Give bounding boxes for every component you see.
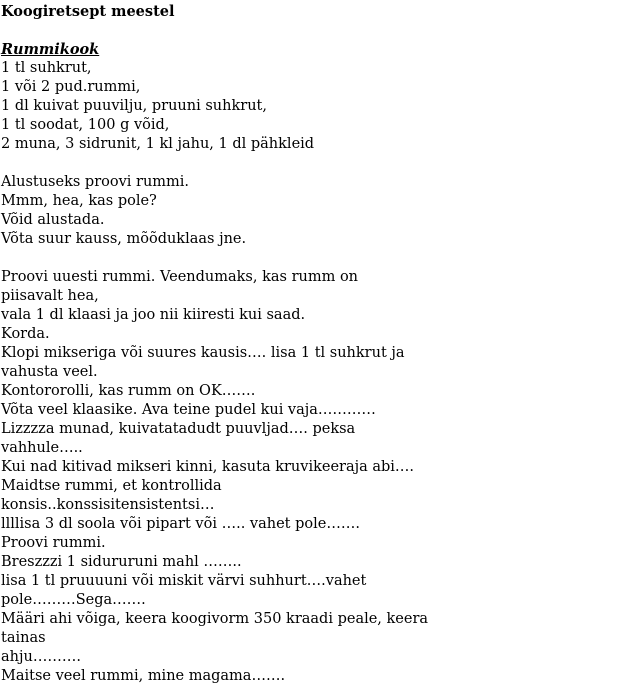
text-line: ahju………. <box>1 649 81 665</box>
text-line: Proovi rummi. <box>1 535 106 551</box>
text-line: vahhule….. <box>1 440 83 456</box>
text-line: tainas <box>1 630 46 646</box>
ingredient-line: 1 tl suhkrut, <box>1 60 92 76</box>
ingredient-line: 1 või 2 pud.rummi, <box>1 79 141 95</box>
text-line: Võid alustada. <box>1 212 105 228</box>
text-line: lisa 1 tl pruuuuni või miskit värvi suhhurt….vahet <box>1 573 367 589</box>
text-line: Mmm, hea, kas pole? <box>1 193 157 209</box>
text-line: Maidtse rummi, et kontrollida <box>1 478 222 494</box>
text-line: Klopi mikseriga või suures kausis…. lisa 1 tl suhkrut ja <box>1 345 405 361</box>
text-line: Maitse veel rummi, mine magama……. <box>1 668 286 684</box>
paragraph-spacer <box>1 249 471 268</box>
text-line: konsis..konssisitensistentsi… <box>1 497 215 513</box>
text-line: Määri ahi võiga, keera koogivorm 350 kraadi peale, keera <box>1 611 429 627</box>
text-line: Breszzzi 1 sidururuni mahl …….. <box>1 554 242 570</box>
text-line: pole………Sega……. <box>1 592 146 608</box>
text-line: Võta veel klaasike. Ava teine pudel kui vaja………… <box>1 402 376 418</box>
text-line: Alustuseks proovi rummi. <box>1 174 190 190</box>
text-line: Kui nad kitivad mikseri kinni, kasuta kruvikeeraja abi…. <box>1 459 415 475</box>
ingredient-line: 1 tl soodat, 100 g võid, <box>1 117 170 133</box>
text-line: Korda. <box>1 326 50 342</box>
recipe-document <box>1 2 471 686</box>
text-line: llllisa 3 dl soola või pipart või ….. vahet pole……. <box>1 516 360 532</box>
text-line: vala 1 dl klaasi ja joo nii kiiresti kui saad. <box>1 307 306 323</box>
text-line: Võta suur kauss, mõõduklaas jne. <box>1 231 247 247</box>
ingredient-line: 1 dl kuivat puuvilju, pruuni suhkrut, <box>1 98 267 114</box>
document-title: Koogiretsept meestel <box>1 3 175 20</box>
recipe-name: Rummikook <box>1 41 100 58</box>
ingredients-list <box>1 59 471 154</box>
ingredient-line: 2 muna, 3 sidrunit, 1 kl jahu, 1 dl pähkleid <box>1 136 315 152</box>
instructions-paragraph <box>1 268 471 686</box>
paragraph-spacer <box>1 154 471 173</box>
text-line: vahusta veel. <box>1 364 98 380</box>
text-line: Proovi uuesti rummi. Veendumaks, kas rumm on <box>1 269 359 285</box>
text-line: piisavalt hea, <box>1 288 99 304</box>
intro-paragraph <box>1 173 471 249</box>
text-line: Kontororolli, kas rumm on OK……. <box>1 383 256 399</box>
text-line: Lizzzza munad, kuivatatadudt puuvljad…. peksa <box>1 421 356 437</box>
